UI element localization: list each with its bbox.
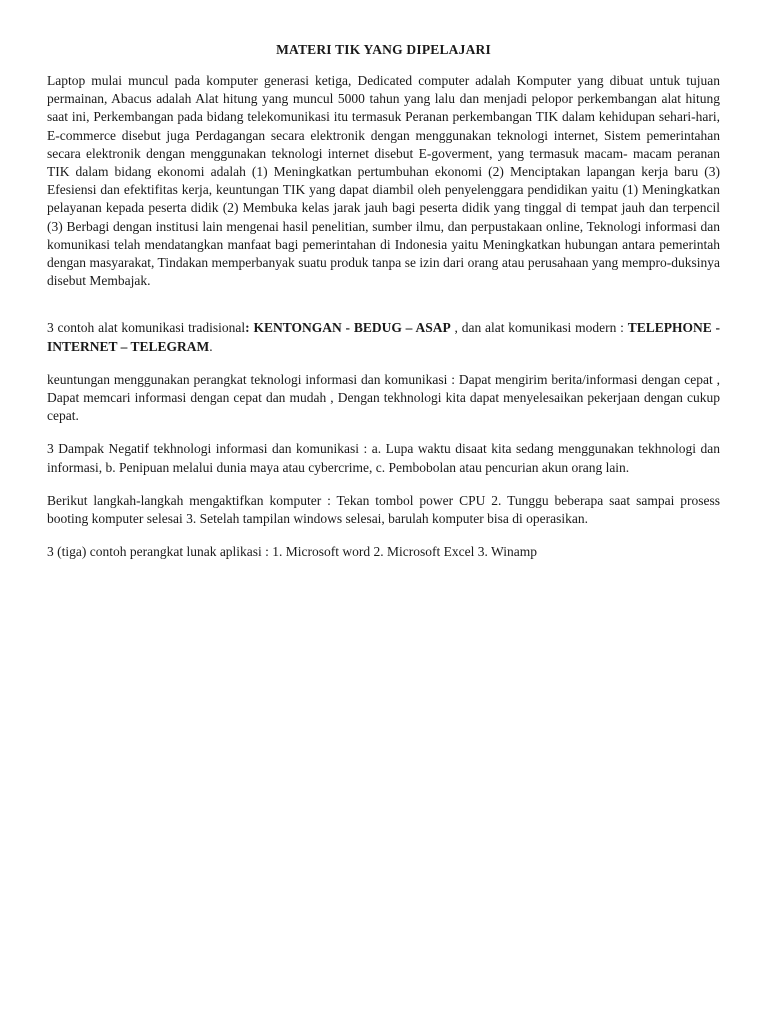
paragraph-langkah-komputer: Berikut langkah-langkah mengaktifkan komputer : Tekan tombol power CPU 2. Tunggu beberapa saat sampai prosess booting komputer selesai 3. Setelah tampilan windows selesai, barulah komputer bisa di operasikan. (47, 492, 720, 527)
paragraph-perangkat-lunak: 3 (tiga) contoh perangkat lunak aplikasi : 1. Microsoft word 2. Microsoft Excel 3. Winamp (47, 544, 537, 560)
alat-komunikasi-middle: , dan alat komunikasi modern : (450, 320, 628, 336)
alat-komunikasi-modern: TELEPHONE - INTERNET – TELEGRAM (47, 320, 721, 354)
document-title: MATERI TIK YANG DIPELAJARI (276, 42, 491, 57)
paragraph-alat-komunikasi (47, 319, 720, 355)
alat-komunikasi-intro: 3 contoh alat komunikasi tradisional (47, 320, 246, 336)
document-page (47, 42, 720, 561)
paragraph-keuntungan: keuntungan menggunakan perangkat teknologi informasi dan komunikasi : Dapat mengirim berita/informasi dengan cepat , Dapat memcari informasi dengan cepat dan mudah , Dengan tekhnologi kita dapat menyelesaikan pekerjaan dengan cukup cepat. (47, 371, 720, 424)
alat-komunikasi-colon: : (245, 320, 250, 336)
alat-komunikasi-tradisional: KENTONGAN - BEDUG – ASAP (249, 320, 451, 336)
paragraph-materi: Laptop mulai muncul pada komputer generasi ketiga, Dedicated computer adalah Komputer yang dibuat untuk tujuan permainan, Abacus adalah Alat hitung yang muncul 5000 tahun yang lalu dan menjadi pelopor perkembangan alat hitung saat ini, Perkembangan pada bidang telekomunikasi itu termasuk Peranan perkembangan TIK dalam kehidupan sehari-hari, E-commerce disebut juga Perdagangan secara elektronik dengan menggunakan teknologi internet, Sistem pemerintahan secara elektronik dengan menggunakan teknologi internet disebut E-goverment, yang termasuk macam- macam peranan TIK dalam bidang ekonomi adalah (1) Meningkatkan pertumbuhan ekonomi (2) Menciptakan lapangan kerja baru (3) Efesiensi dan efektifitas kerja, keuntungan TIK yang dapat diambil oleh penyelenggara pendidikan yaitu (1) Meningkatkan pelayanan kepada peserta didik (2) Membuka kelas jarak jauh bagi peserta didik yang tinggal di tempat jauh dan terpencil (3) Berbagi dengan institusi lain mengenai hasil penelitian, sumber ilmu, dan perpustakaan online, Teknologi informasi dan komunikasi telah mendatangkan manfaat bagi pemerintahan di Indonesia yaitu Meningkatkan hubungan antara pemerintah dengan masyarakat, Tindakan memperbanyak suatu produk tanpa se izin dari orang atau perusahaan yang mempro-duksinya disebut Membajak. (47, 73, 720, 289)
paragraph-dampak-negatif: 3 Dampak Negatif tekhnologi informasi dan komunikasi : a. Lupa waktu disaat kita sedang menggunakan tekhnologi dan informasi, b. Penipuan melalui dunia maya atau cybercrime, c. Pembobolan atau pencurian akun orang lain. (47, 441, 720, 475)
alat-komunikasi-end: . (209, 338, 213, 354)
